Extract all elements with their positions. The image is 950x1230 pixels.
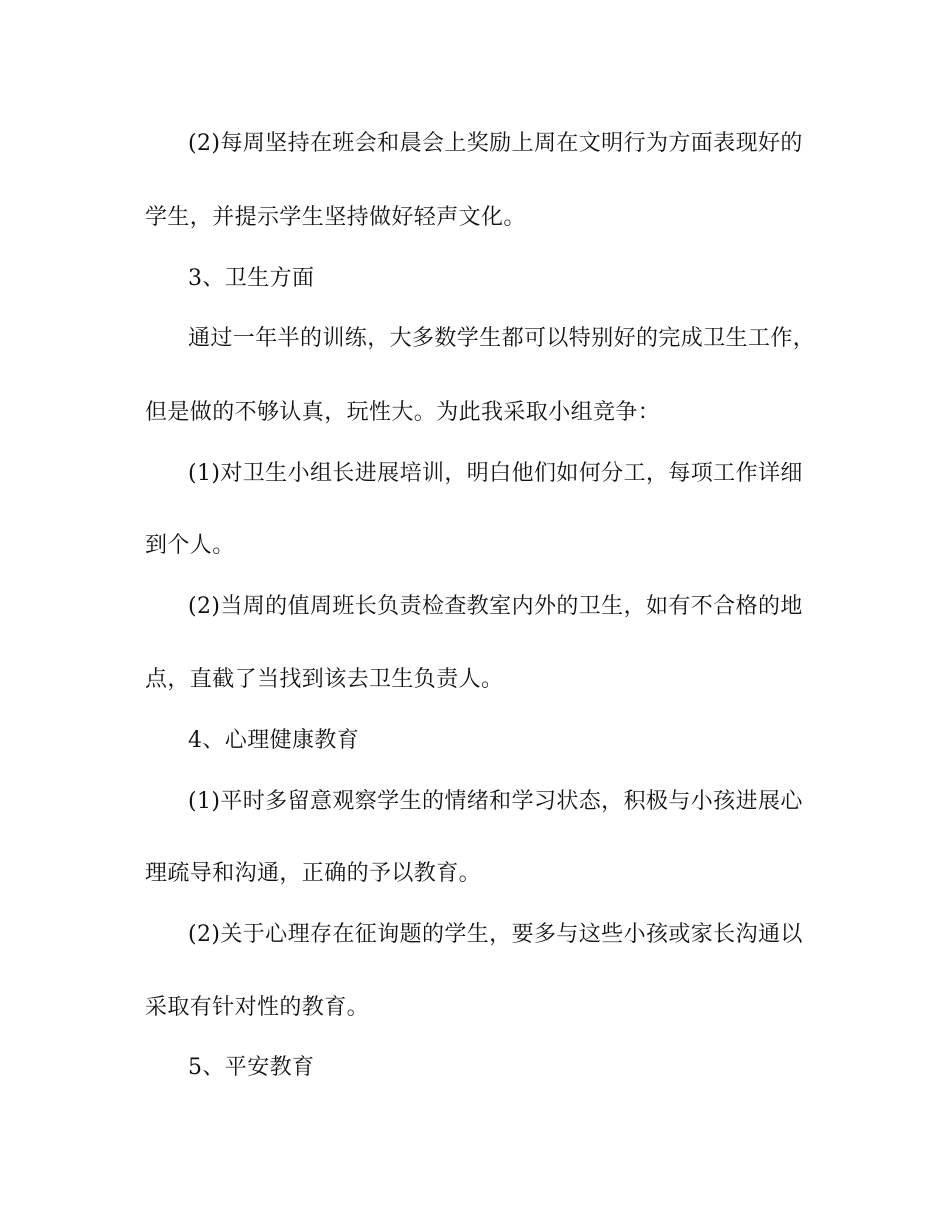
- paragraph-line: 理疏导和沟通，正确的予以教育。: [145, 861, 482, 886]
- paragraph-line: (2)每周坚持在班会和晨会上奖励上周在文明行为方面表现好的: [188, 131, 803, 156]
- paragraph-line: 点，直截了当找到该去卫生负责人。: [145, 667, 504, 692]
- paragraph-line: 但是做的不够认真，玩性大。为此我采取小组竞争：: [145, 400, 661, 425]
- paragraph-line: 学生，并提示学生坚持做好轻声文化。: [145, 205, 526, 230]
- paragraph-line: 通过一年半的训练，大多数学生都可以特别好的完成卫生工作，: [188, 326, 816, 351]
- paragraph-line: 到个人。: [145, 533, 235, 558]
- paragraph-line: (1)对卫生小组长进展培训，明白他们如何分工，每项工作详细: [188, 461, 803, 486]
- paragraph-line: (1)平时多留意观察学生的情绪和学习状态，积极与小孩进展心: [188, 789, 803, 814]
- section-heading: 3、卫生方面: [188, 266, 315, 291]
- section-heading: 5、平安教育: [188, 1055, 315, 1080]
- paragraph-line: (2)当周的值周班长负责检查教室内外的卫生，如有不合格的地: [188, 594, 803, 619]
- paragraph-line: (2)关于心理存在征询题的学生，要多与这些小孩或家长沟通以: [188, 922, 803, 947]
- paragraph-line: 采取有针对性的教育。: [145, 995, 370, 1020]
- section-heading: 4、心理健康教育: [188, 728, 360, 753]
